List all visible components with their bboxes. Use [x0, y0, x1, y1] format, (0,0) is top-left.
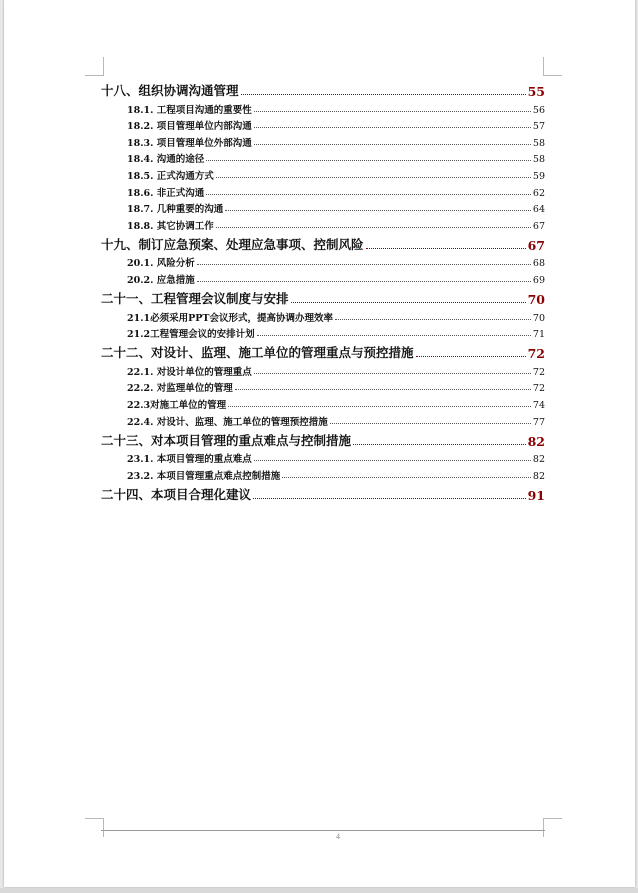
toc-dot-leader — [257, 334, 531, 336]
crop-mark-top-right — [543, 57, 562, 76]
toc-section-entry[interactable] — [101, 132, 545, 149]
toc-entry-page-number: 64 — [532, 204, 545, 216]
toc-dot-leader — [197, 263, 531, 265]
toc-section-entry[interactable] — [101, 411, 545, 428]
toc-dot-leader — [206, 159, 531, 161]
toc-dot-leader — [254, 143, 531, 145]
toc-entry-title: 18.5. 正式沟通方式 — [127, 170, 214, 182]
toc-section-entry[interactable] — [101, 324, 545, 341]
toc-entry-page-number: 67 — [527, 237, 545, 253]
toc-entry-title: 二十三、对本项目管理的重点难点与控制措施 — [101, 432, 352, 448]
toc-dot-leader — [254, 110, 531, 112]
toc-entry-title: 20.2. 应急措施 — [127, 274, 195, 286]
toc-entry-title: 22.4. 对设计、监理、施工单位的管理预控措施 — [127, 416, 328, 428]
toc-section-entry[interactable] — [101, 215, 545, 232]
toc-chapter-entry[interactable] — [101, 429, 545, 449]
toc-section-entry[interactable] — [101, 199, 545, 216]
toc-dot-leader — [335, 318, 531, 320]
toc-dot-leader — [197, 280, 531, 282]
toc-dot-leader — [366, 247, 526, 249]
toc-entry-page-number: 74 — [532, 399, 545, 411]
toc-entry-title: 二十一、工程管理会议制度与安排 — [101, 290, 289, 306]
toc-entry-title: 21.1必须采用PPT会议形式，提高协调办理效率 — [127, 312, 333, 324]
toc-dot-leader — [253, 497, 526, 499]
toc-entry-title: 21.2工程管理会议的安排计划 — [127, 329, 255, 341]
toc-dot-leader — [291, 301, 526, 303]
toc-dot-leader — [416, 355, 526, 357]
toc-entry-page-number: 70 — [527, 291, 545, 307]
toc-section-entry[interactable] — [101, 378, 545, 395]
toc-entry-page-number: 67 — [532, 220, 545, 232]
toc-entry-page-number: 71 — [532, 329, 545, 341]
toc-entry-title: 18.8. 其它协调工作 — [127, 220, 214, 232]
toc-dot-leader — [254, 372, 531, 374]
toc-entry-page-number: 58 — [532, 154, 545, 166]
toc-entry-title: 18.3. 项目管理单位外部沟通 — [127, 137, 252, 149]
toc-dot-leader — [241, 93, 526, 95]
toc-entry-page-number: 91 — [527, 487, 545, 503]
toc-dot-leader — [282, 476, 531, 478]
toc-entry-page-number: 56 — [532, 104, 545, 116]
toc-entry-title: 二十二、对设计、监理、施工单位的管理重点与预控措施 — [101, 345, 414, 361]
window-bottom-strip — [0, 888, 638, 893]
toc-section-entry[interactable] — [101, 149, 545, 166]
toc-entry-page-number: 77 — [532, 416, 545, 428]
toc-entry-title: 二十四、本项目合理化建议 — [101, 486, 252, 502]
toc-chapter-entry[interactable] — [101, 341, 545, 361]
toc-entry-title: 20.1. 风险分析 — [127, 258, 195, 270]
footer-rule — [101, 830, 545, 831]
toc-section-entry[interactable] — [101, 465, 545, 482]
toc-entry-title: 22.1. 对设计单位的管理重点 — [127, 366, 252, 378]
toc-entry-page-number: 69 — [532, 274, 545, 286]
toc-entry-page-number: 82 — [527, 433, 545, 449]
toc-entry-title: 23.2. 本项目管理重点难点控制措施 — [127, 470, 281, 482]
toc-entry-page-number: 82 — [532, 470, 545, 482]
toc-section-entry[interactable] — [101, 394, 545, 411]
toc-dot-leader — [254, 126, 531, 128]
toc-entry-page-number: 57 — [532, 121, 545, 133]
toc-section-entry[interactable] — [101, 449, 545, 466]
toc-entry-page-number: 59 — [532, 170, 545, 182]
toc-entry-page-number: 58 — [532, 137, 545, 149]
toc-section-entry[interactable] — [101, 182, 545, 199]
toc-section-entry[interactable] — [101, 99, 545, 116]
table-of-contents — [101, 78, 545, 503]
toc-entry-title: 18.6. 非正式沟通 — [127, 187, 205, 199]
toc-entry-title: 18.1. 工程项目沟通的重要性 — [127, 104, 252, 116]
toc-dot-leader — [206, 193, 531, 195]
toc-dot-leader — [254, 459, 531, 461]
toc-entry-title: 22.2. 对监理单位的管理 — [127, 383, 233, 395]
page-number: 4 — [336, 832, 340, 841]
toc-entry-page-number: 70 — [532, 312, 545, 324]
toc-entry-title: 23.1. 本项目管理的重点难点 — [127, 454, 252, 466]
toc-section-entry[interactable] — [101, 116, 545, 133]
toc-dot-leader — [228, 405, 531, 407]
toc-dot-leader — [330, 422, 531, 424]
toc-entry-page-number: 82 — [532, 454, 545, 466]
toc-section-entry[interactable] — [101, 165, 545, 182]
toc-entry-page-number: 72 — [532, 383, 545, 395]
toc-section-entry[interactable] — [101, 253, 545, 270]
toc-entry-title: 十九、制订应急预案、处理应急事项、控制风险 — [101, 236, 364, 252]
crop-mark-top-left — [85, 57, 104, 76]
toc-dot-leader — [235, 388, 531, 390]
toc-entry-page-number: 62 — [532, 187, 545, 199]
toc-chapter-entry[interactable] — [101, 233, 545, 253]
toc-chapter-entry[interactable] — [101, 79, 545, 99]
toc-dot-leader — [225, 209, 531, 211]
toc-chapter-entry[interactable] — [101, 287, 545, 307]
toc-dot-leader — [353, 443, 526, 445]
toc-entry-title: 18.7. 几种重要的沟通 — [127, 204, 224, 216]
toc-entry-title: 18.2. 项目管理单位内部沟通 — [127, 121, 252, 133]
toc-section-entry[interactable] — [101, 269, 545, 286]
toc-section-entry[interactable] — [101, 361, 545, 378]
toc-dot-leader — [216, 176, 531, 178]
toc-section-entry[interactable] — [101, 307, 545, 324]
toc-entry-title: 十八、组织协调沟通管理 — [101, 83, 239, 98]
document-page — [4, 0, 635, 887]
toc-entry-title: 22.3对施工单位的管理 — [127, 399, 227, 411]
toc-entry-page-number: 55 — [527, 84, 545, 99]
toc-entry-page-number: 68 — [532, 258, 545, 270]
toc-entry-page-number: 72 — [532, 366, 545, 378]
toc-entry-page-number: 72 — [527, 346, 545, 362]
toc-dot-leader — [216, 226, 531, 228]
toc-entry-title: 18.4. 沟通的途径 — [127, 154, 205, 166]
toc-chapter-entry[interactable] — [101, 483, 545, 503]
